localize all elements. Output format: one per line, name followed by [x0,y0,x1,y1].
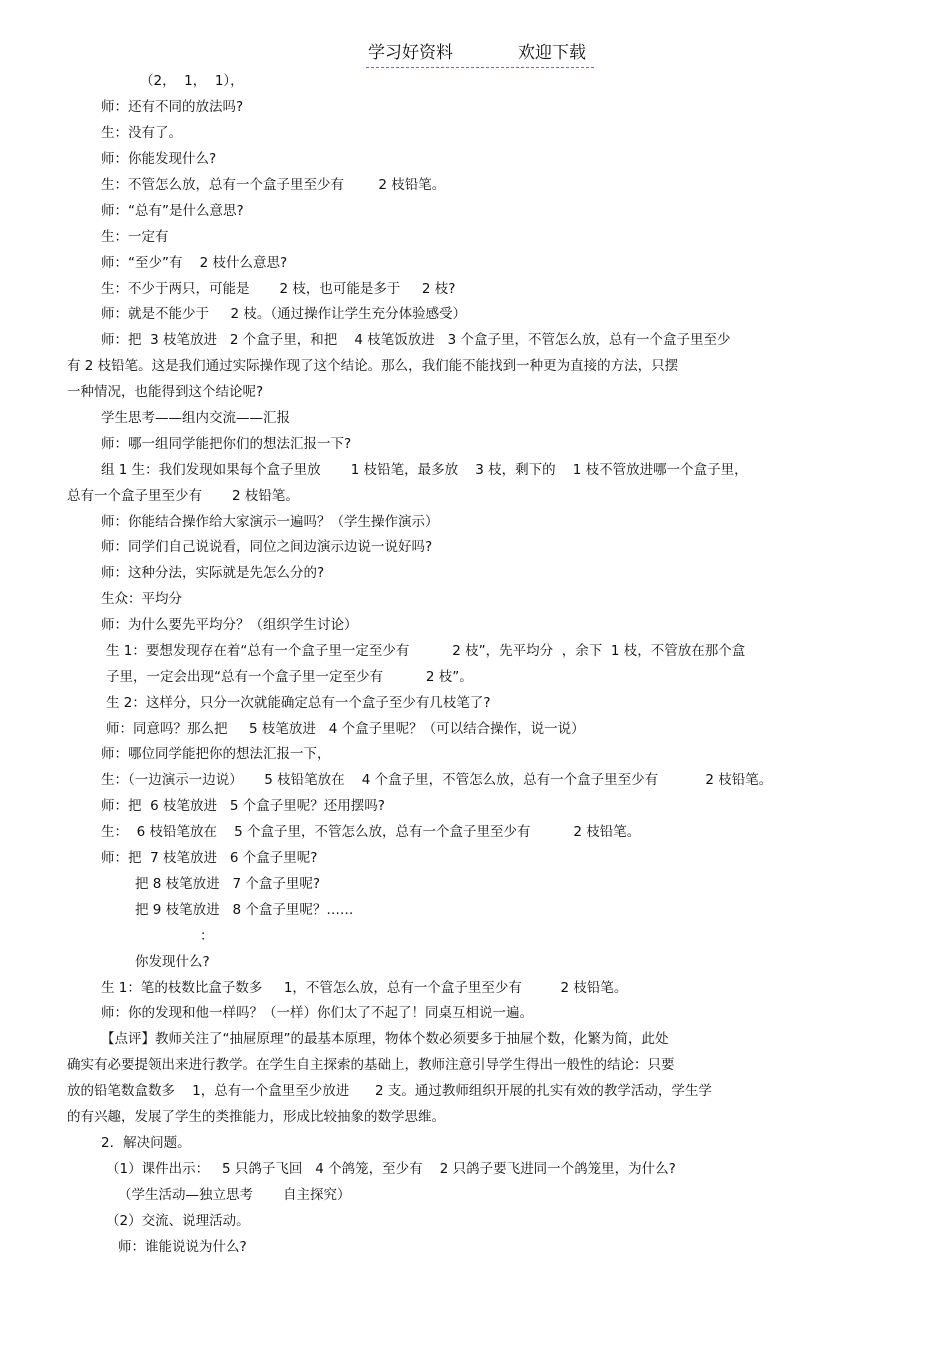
text-line: 【点评】教师关注了“抽屉原理”的最基本原理，物体个数必须要多于抽屉个数，化繁为简，此处 [101,1031,669,1047]
text-line: 师：还有不同的放法吗? [101,99,244,115]
text-line: 师：同学们自己说说看，同位之间边演示边说一说好吗? [101,539,433,555]
text-line: （2）交流、说理活动。 [106,1213,250,1229]
text-line: 师：你能结合操作给大家演示一遍吗？（学生操作演示） [101,514,439,530]
text-line: 生： 6 枝铅笔放在 5 个盒子里，不管怎么放，总有一个盒子里至少有 2 枝铅笔。 [101,824,641,840]
page-header [366,41,594,68]
text-line: 生：不管怎么放，总有一个盒子里至少有 2 枝铅笔。 [101,177,446,193]
text-line: 学生思考——组内交流——汇报 [101,410,290,426]
header-left-text: 学习好资料 [368,43,453,63]
text-line: 师：哪一组同学能把你们的想法汇报一下? [101,436,352,452]
text-line: 2．解决问题。 [101,1135,191,1151]
text-line: 师：哪位同学能把你的想法汇报一下， [101,746,331,762]
text-line: 师：你的发现和他一样吗？（一样）你们太了不起了！同桌互相说一遍。 [101,1005,533,1021]
text-line: 生 2：这样分，只分一次就能确定总有一个盒子至少有几枝笔了? [106,695,491,711]
text-line: 生 1：笔的枝数比盒子数多 1，不管怎么放，总有一个盒子里至少有 2 枝铅笔。 [101,980,628,996]
text-line: （1）课件出示： 5 只鸽子飞回 4 个鸽笼，至少有 2 只鸽子要飞进同一个鸽笼里，为什么? [106,1161,676,1177]
text-line: 一种情况，也能得到这个结论呢? [67,384,264,400]
text-line: 生：不少于两只，可能是 2 枝，也可能是多于 2 枝? [101,281,456,297]
text-line: 师：你能发现什么? [101,151,217,167]
text-line: 子里，一定会出现“总有一个盒子里一定至少有 2 枝”。 [106,669,473,685]
text-line: ： [200,928,214,944]
text-line: 师：“总有”是什么意思? [101,203,244,219]
text-line: 你发现什么? [135,954,210,970]
text-line: 师：谁能说说为什么? [118,1239,247,1255]
text-line: 的有兴趣，发展了学生的类推能力，形成比较抽象的数学思维。 [67,1109,445,1125]
text-line: 生：（一边演示一边说） 5 枝铅笔放在 4 个盒子里，不管怎么放，总有一个盒子里至少有 2 枝铅笔。 [101,772,773,788]
text-line: 放的铅笔数盒数多 1，总有一个盒里至少放进 2 支。通过教师组织开展的扎实有效的教学活动，学生学 [67,1083,712,1099]
text-line: 组 1 生：我们发现如果每个盒子里放 1 枝铅笔，最多放 3 枝，剩下的 1 枝不管放进哪一个盒子里， [101,462,748,478]
text-line: 师：同意吗？那么把 5 枝笔放进 4 个盒子里呢？（可以结合操作，说一说） [106,721,585,737]
text-line: 总有一个盒子里至少有 2 枝铅笔。 [67,488,299,504]
text-line: 把 9 枝笔放进 8 个盒子里呢？…… [135,902,354,918]
text-line: 生：一定有 [101,229,169,245]
text-line: （学生活动—独立思考 自主探究） [118,1187,351,1203]
text-line: 师：把 6 枝笔放进 5 个盒子里呢？还用摆吗? [101,798,385,814]
text-line: 师：把 7 枝笔放进 6 个盒子里呢? [101,850,318,866]
text-line: 有 2 枝铅笔。这是我们通过实际操作现了这个结论。那么，我们能不能找到一种更为直接的方法，只摆 [67,358,679,374]
text-line: 师：把 3 枝笔放进 2 个盒子里，和把 4 枝笔饭放进 3 个盒子里，不管怎么放，总有一个盒子里至少 [101,332,731,348]
text-line: 师：“至少”有 2 枝什么意思? [101,255,288,271]
text-line: 确实有必要提领出来进行教学。在学生自主探索的基础上，教师注意引导学生得出一般性的结论：只要 [67,1057,675,1073]
text-line: 师：就是不能少于 2 枝。（通过操作让学生充分体验感受） [101,306,467,322]
text-line: 把 8 枝笔放进 7 个盒子里呢? [135,876,321,892]
text-line: 师：为什么要先平均分？（组织学生讨论） [101,617,358,633]
text-line: 师：这种分法，实际就是先怎么分的? [101,565,325,581]
text-line: 生：没有了。 [101,125,182,141]
text-line: 生 1：要想发现存在着“总有一个盒子里一定至少有 2 枝”，先平均分 ，余下 1 枝，不管放在那个盒 [106,643,746,659]
header-right-text: 欢迎下载 [518,43,586,63]
text-line: （2， 1， 1）， [140,73,244,89]
text-line: 生众：平均分 [101,591,182,607]
